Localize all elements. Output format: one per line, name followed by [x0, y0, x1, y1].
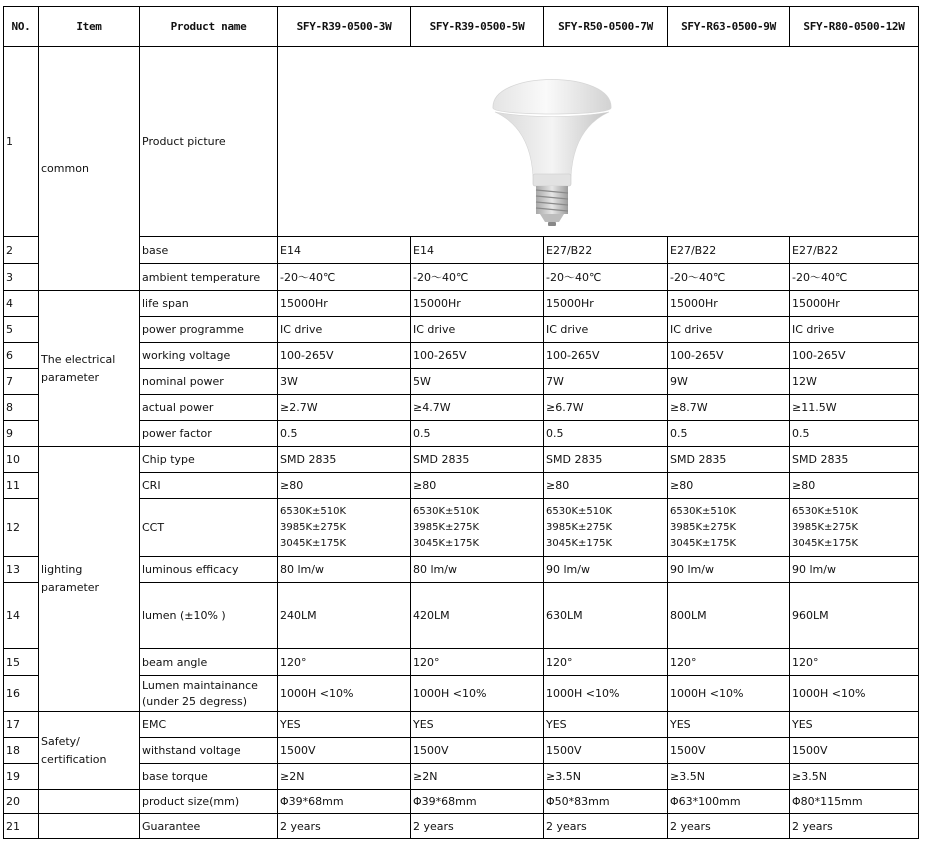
group-empty — [39, 814, 140, 839]
cell-value: IC drive — [411, 317, 544, 343]
header-item: Item — [39, 7, 140, 47]
cell-value: -20～40℃ — [411, 264, 544, 291]
cell-value: 120° — [668, 649, 790, 676]
cell-value: 80 lm/w — [411, 557, 544, 583]
cell-value: 120° — [790, 649, 919, 676]
row-number: 19 — [4, 764, 39, 790]
row-number: 11 — [4, 473, 39, 499]
cell-value: 90 lm/w — [668, 557, 790, 583]
row-number: 2 — [4, 237, 39, 264]
cct-cell — [544, 499, 668, 557]
cell-value: 15000Hr — [278, 291, 411, 317]
cell-value: 1000H <10% — [544, 676, 668, 712]
table-row — [4, 237, 919, 264]
row-label: power programme — [140, 317, 278, 343]
cell-value: IC drive — [544, 317, 668, 343]
cell-value: 630LM — [544, 583, 668, 649]
cell-value: ≥3.5N — [668, 764, 790, 790]
cct-value: 3985K±275K — [670, 521, 737, 533]
row-label: working voltage — [140, 343, 278, 369]
row-label: CRI — [140, 473, 278, 499]
cct-value: 3985K±275K — [792, 521, 859, 533]
cell-value: E27/B22 — [668, 237, 790, 264]
cell-value: 0.5 — [544, 421, 668, 447]
row-number: 16 — [4, 676, 39, 712]
cell-value: YES — [790, 712, 919, 738]
cell-value: Φ39*68mm — [278, 790, 411, 814]
cell-value: 0.5 — [668, 421, 790, 447]
cell-value: 12W — [790, 369, 919, 395]
group-empty — [39, 790, 140, 814]
row-number: 7 — [4, 369, 39, 395]
header-no: NO. — [4, 7, 39, 47]
cell-value: 15000Hr — [668, 291, 790, 317]
cell-value: SMD 2835 — [790, 447, 919, 473]
cell-value: 1500V — [668, 738, 790, 764]
group-common: common — [39, 47, 140, 291]
cct-value: 3985K±275K — [546, 521, 613, 533]
cell-value: IC drive — [278, 317, 411, 343]
cell-value: 0.5 — [411, 421, 544, 447]
table-row — [4, 47, 919, 237]
row-label: product size(mm) — [140, 790, 278, 814]
cell-value: 3W — [278, 369, 411, 395]
cct-value: 3045K±175K — [413, 537, 480, 549]
cct-value: 6530K±510K — [280, 505, 347, 517]
row-label: Product picture — [140, 47, 278, 237]
led-bulb-image — [487, 56, 617, 228]
table-row — [4, 447, 919, 473]
cell-value: SMD 2835 — [544, 447, 668, 473]
cell-value: ≥80 — [544, 473, 668, 499]
cell-value: Φ39*68mm — [411, 790, 544, 814]
cell-value: IC drive — [790, 317, 919, 343]
table-row — [4, 421, 919, 447]
cell-value: 5W — [411, 369, 544, 395]
row-label: CCT — [140, 499, 278, 557]
cell-value: YES — [411, 712, 544, 738]
cct-value: 6530K±510K — [792, 505, 859, 517]
cell-value: 1000H <10% — [278, 676, 411, 712]
row-number: 10 — [4, 447, 39, 473]
cell-value: 120° — [411, 649, 544, 676]
header-model: SFY-R39-0500-3W — [278, 7, 411, 47]
header-model: SFY-R39-0500-5W — [411, 7, 544, 47]
cell-value: 960LM — [790, 583, 919, 649]
header-row — [4, 7, 919, 47]
cell-value: YES — [544, 712, 668, 738]
table-row — [4, 317, 919, 343]
table-row — [4, 712, 919, 738]
table-row — [4, 649, 919, 676]
cell-value: SMD 2835 — [411, 447, 544, 473]
cell-value: E27/B22 — [790, 237, 919, 264]
cell-value: 120° — [278, 649, 411, 676]
cell-value: ≥4.7W — [411, 395, 544, 421]
cell-value: 2 years — [544, 814, 668, 839]
header-product-name: Product name — [140, 7, 278, 47]
cct-cell — [790, 499, 919, 557]
cct-value: 3985K±275K — [413, 521, 480, 533]
cell-value: 100-265V — [544, 343, 668, 369]
row-label: nominal power — [140, 369, 278, 395]
row-label: Guarantee — [140, 814, 278, 839]
table-row — [4, 814, 919, 839]
table-row — [4, 764, 919, 790]
row-label: luminous efficacy — [140, 557, 278, 583]
cell-value: Φ80*115mm — [790, 790, 919, 814]
cell-value: E14 — [278, 237, 411, 264]
cell-value: E27/B22 — [544, 237, 668, 264]
spec-table — [3, 6, 919, 839]
header-model: SFY-R63-0500-9W — [668, 7, 790, 47]
table-row — [4, 343, 919, 369]
table-row — [4, 369, 919, 395]
cct-value: 6530K±510K — [670, 505, 737, 517]
cell-value: 100-265V — [790, 343, 919, 369]
cct-cell — [411, 499, 544, 557]
row-number: 5 — [4, 317, 39, 343]
cell-value: 100-265V — [278, 343, 411, 369]
cell-value: 1000H <10% — [668, 676, 790, 712]
row-number: 4 — [4, 291, 39, 317]
table-row — [4, 473, 919, 499]
row-label: withstand voltage — [140, 738, 278, 764]
row-number: 18 — [4, 738, 39, 764]
row-label: lumen (±10% ) — [140, 583, 278, 649]
row-label: Lumen maintainance (under 25 degress) — [140, 676, 278, 712]
table-row — [4, 264, 919, 291]
cell-value: -20～40℃ — [790, 264, 919, 291]
table-row — [4, 790, 919, 814]
cell-value: ≥6.7W — [544, 395, 668, 421]
cell-value: 2 years — [278, 814, 411, 839]
cell-value: ≥2.7W — [278, 395, 411, 421]
row-label: base — [140, 237, 278, 264]
group-safety: Safety/ certification — [39, 712, 140, 790]
cell-value: ≥80 — [790, 473, 919, 499]
cell-value: IC drive — [668, 317, 790, 343]
cell-value: 240LM — [278, 583, 411, 649]
header-model: SFY-R80-0500-12W — [790, 7, 919, 47]
row-number: 9 — [4, 421, 39, 447]
cell-value: ≥80 — [278, 473, 411, 499]
row-number: 21 — [4, 814, 39, 839]
cell-value: YES — [278, 712, 411, 738]
table-row — [4, 557, 919, 583]
cell-value: 0.5 — [790, 421, 919, 447]
cct-value: 3985K±275K — [280, 521, 347, 533]
cell-value: 2 years — [668, 814, 790, 839]
row-label: EMC — [140, 712, 278, 738]
cell-value: ≥2N — [278, 764, 411, 790]
cell-value: 1000H <10% — [411, 676, 544, 712]
cell-value: 1000H <10% — [790, 676, 919, 712]
row-label: life span — [140, 291, 278, 317]
table-row — [4, 291, 919, 317]
cell-value: 90 lm/w — [544, 557, 668, 583]
cell-value: -20～40℃ — [278, 264, 411, 291]
row-number: 15 — [4, 649, 39, 676]
cell-value: 1500V — [544, 738, 668, 764]
row-number: 20 — [4, 790, 39, 814]
product-picture-cell — [278, 47, 919, 237]
cell-value: ≥8.7W — [668, 395, 790, 421]
cct-value: 3045K±175K — [792, 537, 859, 549]
cell-value: ≥3.5N — [544, 764, 668, 790]
header-model: SFY-R50-0500-7W — [544, 7, 668, 47]
table-row — [4, 395, 919, 421]
row-number: 1 — [4, 47, 39, 237]
cell-value: ≥3.5N — [790, 764, 919, 790]
cell-value: 80 lm/w — [278, 557, 411, 583]
cell-value: 2 years — [411, 814, 544, 839]
cell-value: 1500V — [278, 738, 411, 764]
cell-value: E14 — [411, 237, 544, 264]
table-row — [4, 499, 919, 557]
row-number: 13 — [4, 557, 39, 583]
cell-value: 9W — [668, 369, 790, 395]
cell-value: ≥80 — [668, 473, 790, 499]
table-row — [4, 676, 919, 712]
cct-cell — [278, 499, 411, 557]
cell-value: 0.5 — [278, 421, 411, 447]
cell-value: ≥80 — [411, 473, 544, 499]
cct-value: 6530K±510K — [546, 505, 613, 517]
row-number: 17 — [4, 712, 39, 738]
cell-value: ≥2N — [411, 764, 544, 790]
cct-value: 3045K±175K — [280, 537, 347, 549]
cell-value: 15000Hr — [790, 291, 919, 317]
cell-value: -20～40℃ — [668, 264, 790, 291]
cell-value: Φ50*83mm — [544, 790, 668, 814]
cell-value: Φ63*100mm — [668, 790, 790, 814]
row-label: actual power — [140, 395, 278, 421]
cell-value: 1500V — [411, 738, 544, 764]
cell-value: 120° — [544, 649, 668, 676]
row-number: 14 — [4, 583, 39, 649]
row-label: beam angle — [140, 649, 278, 676]
table-row — [4, 583, 919, 649]
cell-value: 1500V — [790, 738, 919, 764]
cell-value: YES — [668, 712, 790, 738]
cell-value: 15000Hr — [411, 291, 544, 317]
cell-value: 100-265V — [668, 343, 790, 369]
cct-value: 3045K±175K — [546, 537, 613, 549]
cct-cell — [668, 499, 790, 557]
cell-value: SMD 2835 — [668, 447, 790, 473]
cell-value: 15000Hr — [544, 291, 668, 317]
row-number: 12 — [4, 499, 39, 557]
cct-value: 3045K±175K — [670, 537, 737, 549]
cell-value: 90 lm/w — [790, 557, 919, 583]
cell-value: 100-265V — [411, 343, 544, 369]
group-lighting: lighting parameter — [39, 447, 140, 712]
table-row — [4, 738, 919, 764]
cell-value: 7W — [544, 369, 668, 395]
cell-value: 420LM — [411, 583, 544, 649]
cell-value: 800LM — [668, 583, 790, 649]
row-number: 3 — [4, 264, 39, 291]
row-label: base torque — [140, 764, 278, 790]
row-number: 8 — [4, 395, 39, 421]
cell-value: -20～40℃ — [544, 264, 668, 291]
cell-value: ≥11.5W — [790, 395, 919, 421]
group-electrical: The electrical parameter — [39, 291, 140, 447]
row-label: Chip type — [140, 447, 278, 473]
cell-value: SMD 2835 — [278, 447, 411, 473]
cell-value: 2 years — [790, 814, 919, 839]
row-label: ambient temperature — [140, 264, 278, 291]
row-number: 6 — [4, 343, 39, 369]
cct-value: 6530K±510K — [413, 505, 480, 517]
row-label: power factor — [140, 421, 278, 447]
